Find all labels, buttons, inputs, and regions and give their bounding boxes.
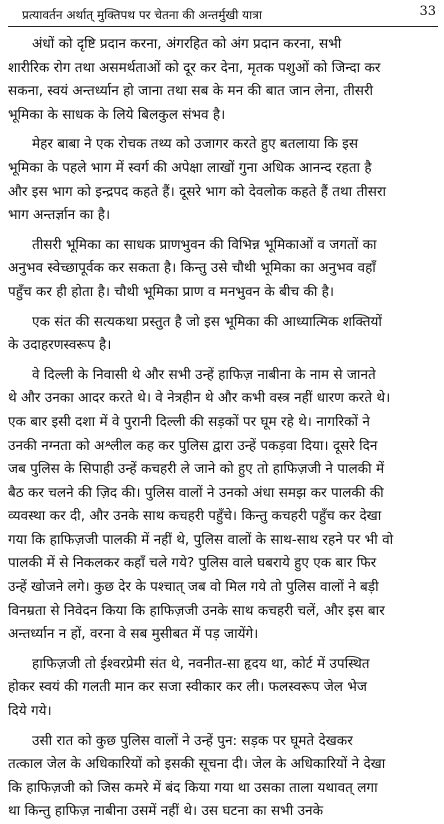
text-line: भूमिका के साधक के लिये बिलकुल संभव है। xyxy=(8,106,226,123)
paragraph xyxy=(8,311,438,358)
paragraph xyxy=(8,133,438,227)
text-line: कि हाफिज़जी को जिस कमरे में बंद किया गया था उसका ताला यथावत् लगा xyxy=(8,779,378,796)
text-line: अनुभव स्वेच्छापूर्वक कर सकता है। किन्तु उसे चौथी भूमिका का अनुभव वहाँ xyxy=(8,260,376,277)
text-line: एक बार इसी दशा में वे पुरानी दिल्ली की सड़कों पर घूम रहे थे। नागरिकों ने xyxy=(8,413,370,430)
text-line: गया कि हाफिज़जी पालकी में नहीं थे, पुलिस वालों के साथ-साथ रहने पर भी वो xyxy=(8,531,394,548)
text-line: शारीरिक रोग तथा असमर्थताओं को दूर कर देना, मृतक पशुओं को जिन्दा कर xyxy=(8,59,381,76)
text-line: अन्तर्ध्यान न हों, वरना वे सब मुसीबत में पड़ जायेंगे। xyxy=(8,626,259,643)
paragraph xyxy=(8,33,438,127)
page-number: 33 xyxy=(419,4,436,19)
paragraph xyxy=(8,364,438,647)
text-line: अंधों को दृष्टि प्रदान करना, अंगरहित को अंग प्रदान करना, सभी xyxy=(32,36,342,52)
text-line: जब पुलिस के सिपाही उन्हें कचहरी ले जाने को हुए तो हाफिज़जी ने पालकी में xyxy=(8,461,385,478)
text-line: बैठ कर चलने की ज़िद की। पुलिस वालों ने उनको अंधा समझ कर पालकी की xyxy=(8,484,384,501)
text-line: वे दिल्ली के निवासी थे और सभी उन्हें हाफिज़ नाबीना के नाम से जानते xyxy=(32,366,376,383)
text-line: उसी रात को कुछ पुलिस वालों ने उन्हें पुन: सड़क पर घूमते देखकर xyxy=(32,732,353,749)
running-title: प्रत्यावर्तन अर्थात् मुक्तिपथ पर चेतना की अन्तर्मुखी यात्रा xyxy=(22,8,262,22)
text-line: के उदाहरणस्वरूप है। xyxy=(8,337,112,354)
paragraph xyxy=(8,234,438,305)
running-header xyxy=(8,4,438,27)
paragraph xyxy=(8,653,438,724)
text-line: एक संत की सत्यकथा प्रस्तुत है जो इस भूमिका की आध्यात्मिक शक्तियों xyxy=(32,313,382,330)
text-line: हाफिज़जी तो ईश्वरप्रेमी संत थे, नवनीत-सा हृदय था, कोर्ट में उपस्थित xyxy=(32,655,370,672)
text-line: तीसरी भूमिका का साधक प्राणभुवन की विभिन्न भूमिकाओं व जगतों का xyxy=(32,236,377,253)
paragraph xyxy=(8,730,438,824)
text-line: उन्हें खोजने लगे। कुछ देर के पश्चात् जब वो मिल गये तो पुलिस वालों ने बड़ी xyxy=(8,579,379,596)
text-line: तत्काल जेल के अधिकारियों को इसकी सूचना दी। जेल के अधिकारियों ने देखा xyxy=(8,756,386,773)
text-line: उनकी नग्नता को अश्लील कह कर पुलिस द्वारा उन्हें पकड़वा दिया। दूसरे दिन xyxy=(8,437,378,454)
text-line: मेहर बाबा ने एक रोचक तथ्य को उजागर करते हुए बतलाया कि इस xyxy=(32,136,359,153)
text-line: और इस भाग को इन्द्रपद कहते हैं। दूसरे भाग को देवलोक कहते हैं तथा तीसरा xyxy=(8,183,387,200)
text-line: था किन्तु हाफिज़ नाबीना उसमें नहीं थे। उस घटना का सभी उनके xyxy=(8,803,324,820)
text-line: थे और उनका आदर करते थे। वे नेत्रहीन थे और कभी वस्त्र नहीं धारण करते थे। xyxy=(8,390,391,407)
text-line: दिये गये। xyxy=(8,703,52,720)
text-line: भूमिका के पहले भाग में स्वर्ग की अपेक्षा लाखों गुना अधिक आनन्द रहता है xyxy=(8,159,372,176)
text-line: पहुँच कर ही होता है। चौथी भूमिका प्राण व मनभुवन के बीच की है। xyxy=(8,283,335,300)
text-line: भाग अन्तर्ज्ञान का है। xyxy=(8,207,111,224)
text-line: पालकी में से निकलकर कहाँ चले गये? पुलिस वाले घबराये हुए एक बार फिर xyxy=(8,555,377,572)
text-line: होकर स्वयं की गलती मान कर सजा स्वीकार कर ली। फलस्वरूप जेल भेज xyxy=(8,679,367,696)
text-line: व्यवस्था कर दी, और उनके साथ कचहरी पहुँचे। किन्तु कचहरी पहुँच कर देखा xyxy=(8,508,382,525)
body-text xyxy=(8,33,438,824)
text-line: विनम्रता से निवेदन किया कि हाफिज़जी उनके साथ कचहरी चलें, और इस बार xyxy=(8,602,385,619)
text-line: सकना, स्वयं अन्तर्ध्यान हो जाना तथा सब के मन की बात जान लेना, तीसरी xyxy=(8,83,374,100)
